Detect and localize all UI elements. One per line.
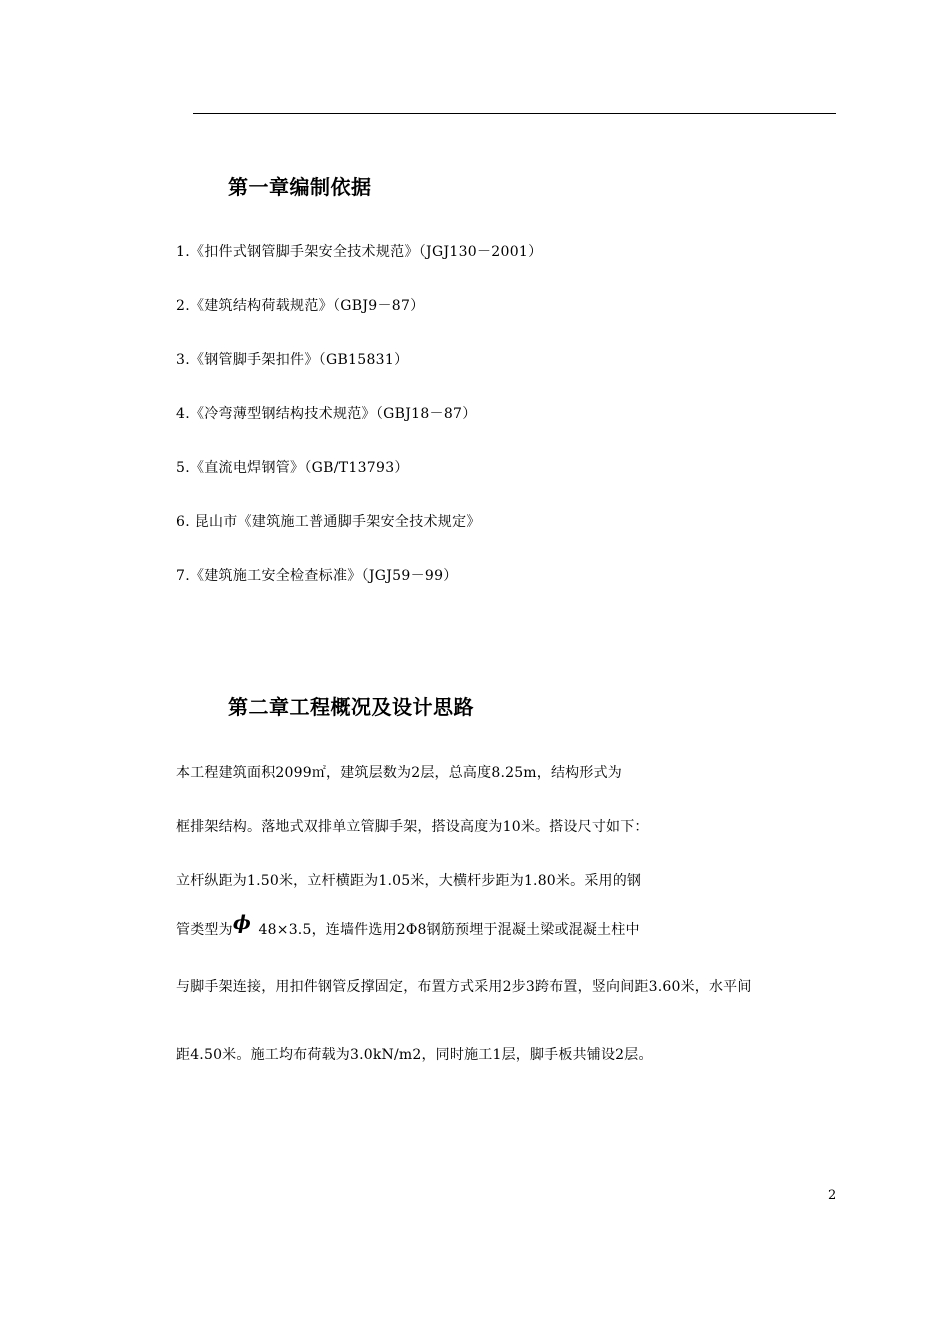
page-number: 2 — [828, 1188, 837, 1203]
header-rule — [193, 113, 836, 114]
overview-line-4 — [176, 912, 640, 939]
pipe-diameter-symbol: ϕ — [232, 912, 251, 934]
overview-line-2: 框排架结构。落地式双排单立管脚手架，搭设高度为10米。搭设尺寸如下： — [176, 819, 649, 835]
reference-item-5: 5.《直流电焊钢管》（GB/T13793） — [176, 460, 409, 476]
reference-item-2: 2.《建筑结构荷载规范》（GBJ9－87） — [176, 298, 425, 314]
overview-line-5: 与脚手架连接，用扣件钢管反撑固定，布置方式采用2步3跨布置，竖向间距3.60米，水平间 — [176, 979, 752, 995]
chapter-1-title: 第一章编制依据 — [228, 175, 372, 199]
chapter-2-title: 第二章工程概况及设计思路 — [228, 695, 474, 719]
reference-item-4: 4.《冷弯薄型钢结构技术规范》（GBJ18－87） — [176, 406, 477, 422]
reference-item-7: 7.《建筑施工安全检查标准》（JGJ59－99） — [176, 568, 458, 584]
overview-line-4-rest: 48×3.5，连墙件选用2Φ8钢筋预埋于混凝土梁或混凝土柱中 — [253, 922, 640, 938]
reference-item-1: 1.《扣件式钢管脚手架安全技术规范》（JGJ130－2001） — [176, 244, 543, 260]
reference-item-6: 6. 昆山市《建筑施工普通脚手架安全技术规定》 — [176, 514, 481, 530]
overview-line-1: 本工程建筑面积2099㎡，建筑层数为2层，总高度8.25m，结构形式为 — [176, 765, 622, 781]
overview-line-4-prefix: 管类型为 — [176, 922, 233, 938]
overview-line-3: 立杆纵距为1.50米，立杆横距为1.05米，大横杆步距为1.80米。采用的钢 — [176, 873, 642, 889]
overview-line-6: 距4.50米。施工均布荷载为3.0kN/m2，同时施工1层，脚手板共铺设2层。 — [176, 1047, 653, 1063]
reference-item-3: 3.《钢管脚手架扣件》（GB15831） — [176, 352, 409, 368]
